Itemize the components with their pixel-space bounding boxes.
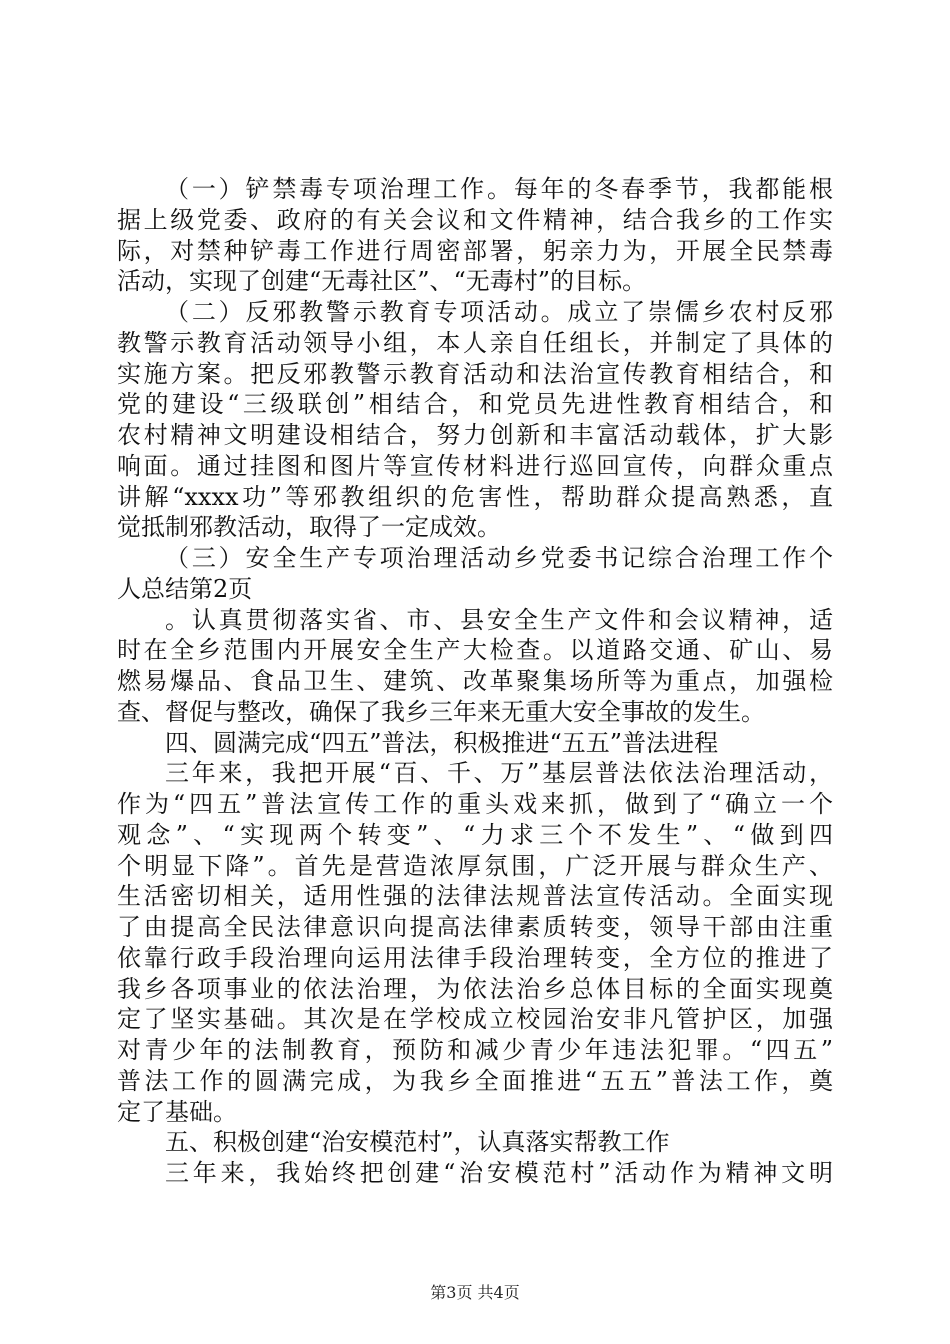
text-line: （一）铲禁毒专项治理工作。每年的冬春季节，我都能根 xyxy=(165,175,833,203)
text-line: 查、督促与整改，确保了我乡三年来无重大安全事故的发生。 xyxy=(117,697,765,726)
text-line: 了由提高全民法律意识向提高法律素质转变，领导干部由注重 xyxy=(117,913,833,941)
text-line: 定了坚实基础。其次是在学校成立校园治安非凡管护区，加强 xyxy=(117,1005,833,1034)
text-line: 觉抵制邪教活动，取得了一定成效。 xyxy=(117,513,501,542)
text-line: 时在全乡范围内开展安全生产大检查。以道路交通、矿山、易 xyxy=(117,636,833,665)
text-line: 活动，实现了创建“无毒社区”、“无毒村”的目标。 xyxy=(117,267,647,296)
text-line: 定了基础。 xyxy=(117,1097,237,1126)
document-body xyxy=(117,174,833,1189)
text-line: 讲解“xxxx功”等邪教组织的危害性，帮助群众提高熟悉，直 xyxy=(117,482,833,511)
text-line: 对青少年的法制教育，预防和减少青少年违法犯罪。“四五” xyxy=(117,1036,833,1064)
text-line: 观念”、“实现两个转变”、“力求三个不发生”、“做到四 xyxy=(117,820,833,849)
text-line: （三）安全生产专项治理活动乡党委书记综合治理工作个 xyxy=(165,544,833,572)
text-line: 三年来，我始终把创建“治安模范村”活动作为精神文明 xyxy=(165,1159,833,1187)
text-line: 党的建设“三级联创”相结合，和党员先进性教育相结合，和 xyxy=(117,390,833,419)
text-line: 燃易爆品、食品卫生、建筑、改革聚集场所等为重点，加强检 xyxy=(117,667,833,695)
text-line: 。认真贯彻落实省、市、县安全生产文件和会议精神，适 xyxy=(165,605,833,634)
text-line: 我乡各项事业的依法治理，为依法治乡总体目标的全面实现奠 xyxy=(117,974,833,1003)
text-line: 人总结第2页 xyxy=(117,574,253,603)
text-line: 生活密切相关，适用性强的法律法规普法宣传活动。全面实现 xyxy=(117,882,833,911)
text-line: 际，对禁种铲毒工作进行周密部署，躬亲力为，开展全民禁毒 xyxy=(117,236,833,265)
text-line: 响面。通过挂图和图片等宣传材料进行巡回宣传，向群众重点 xyxy=(117,451,833,480)
text-line: （二）反邪教警示教育专项活动。成立了崇儒乡农村反邪 xyxy=(165,298,833,326)
text-line: 四、圆满完成“四五”普法，积极推进“五五”普法进程 xyxy=(165,728,719,757)
text-line: 农村精神文明建设相结合，努力创新和丰富活动载体，扩大影 xyxy=(117,421,833,449)
text-line: 教警示教育活动领导小组，本人亲自任组长，并制定了具体的 xyxy=(117,328,833,357)
text-line: 作为“四五”普法宣传工作的重头戏来抓，做到了“确立一个 xyxy=(117,790,833,818)
text-line: 五、积极创建“治安模范村”，认真落实帮教工作 xyxy=(165,1128,670,1157)
text-line: 个明显下降”。首先是营造浓厚氛围，广泛开展与群众生产、 xyxy=(117,851,833,880)
text-line: 据上级党委、政府的有关会议和文件精神，结合我乡的工作实 xyxy=(117,205,833,234)
text-line: 普法工作的圆满完成，为我乡全面推进“五五”普法工作，奠 xyxy=(117,1066,833,1095)
page-footer: 第3页 共4页 xyxy=(430,1283,520,1302)
text-line: 实施方案。把反邪教警示教育活动和法治宣传教育相结合，和 xyxy=(117,359,833,388)
text-line: 依靠行政手段治理向运用法律手段治理转变，全方位的推进了 xyxy=(117,943,833,972)
text-line: 三年来，我把开展“百、千、万”基层普法依法治理活动， xyxy=(165,759,833,788)
